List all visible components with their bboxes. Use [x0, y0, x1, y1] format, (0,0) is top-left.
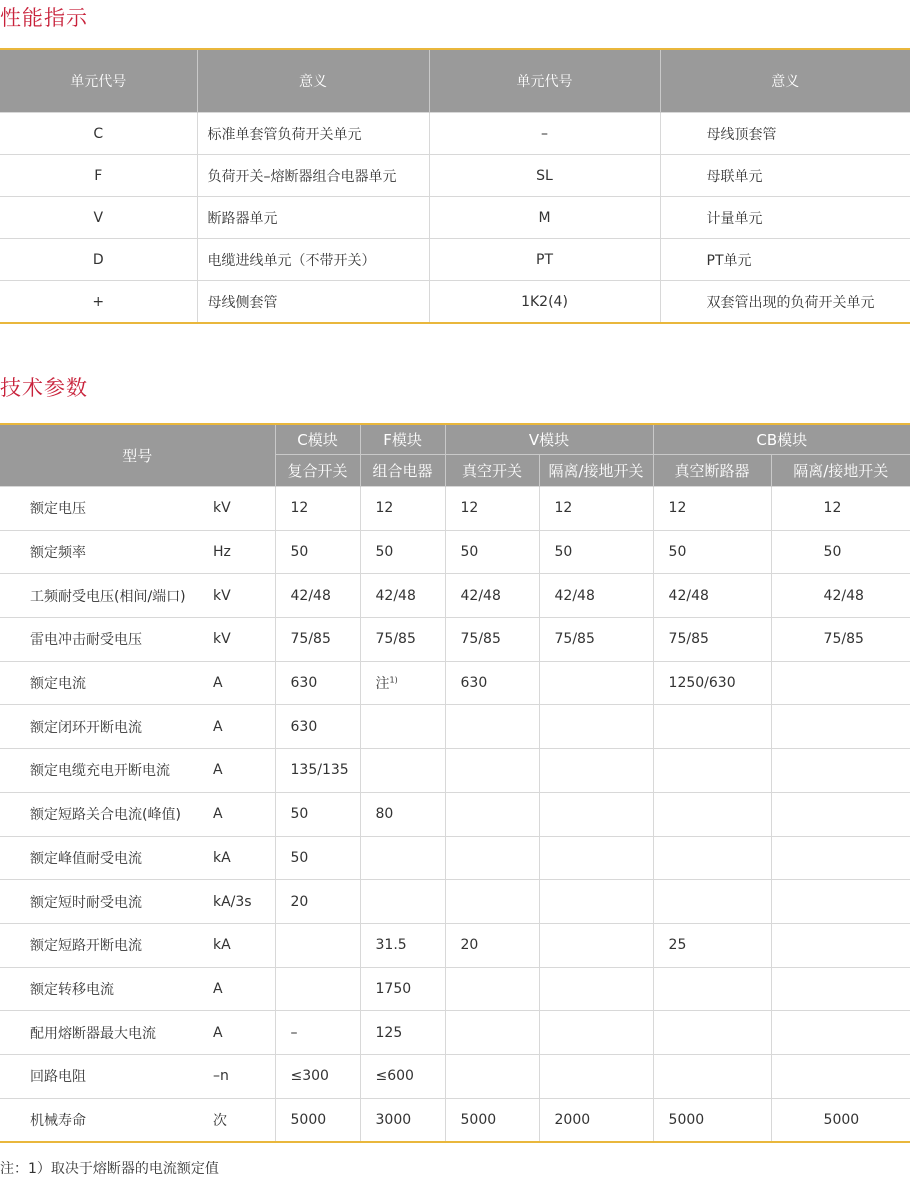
param-value: [445, 923, 539, 967]
param-value: [275, 530, 360, 574]
param-name: 额定峰值耐受电流: [0, 836, 213, 880]
unit-code-cell: C: [0, 113, 197, 155]
param-value: [360, 487, 445, 531]
param-value: [653, 1011, 771, 1055]
unit-code-table: [0, 48, 910, 324]
param-value: [445, 530, 539, 574]
param-value: [275, 574, 360, 618]
param-value: [360, 530, 445, 574]
param-value-text: 5000: [460, 1111, 497, 1128]
unit-code-cell: F: [0, 155, 197, 197]
param-name: 机械寿命: [0, 1098, 213, 1142]
meaning-cell: PT单元: [660, 239, 910, 281]
param-value: [653, 880, 771, 924]
param-name: 雷电冲击耐受电压: [0, 618, 213, 662]
param-value: [653, 1098, 771, 1142]
param-value-text: 75/85: [554, 631, 595, 648]
param-value: [275, 661, 360, 705]
param-value: [275, 792, 360, 836]
param-name: 回路电阻: [0, 1054, 213, 1098]
param-value-text: 5000: [823, 1111, 860, 1128]
param-value-text: ≤600: [375, 1068, 414, 1085]
param-value-text: 31.5: [375, 937, 407, 954]
unit-code-cell: +: [0, 281, 197, 324]
param-value: [445, 749, 539, 793]
subheader-vacuum-switch: 真空开关: [445, 455, 539, 487]
param-value: [275, 1011, 360, 1055]
param-value-text: 3000: [375, 1111, 412, 1128]
param-name: 额定短路开断电流: [0, 923, 213, 967]
param-value: [539, 487, 653, 531]
param-value: [445, 1011, 539, 1055]
meaning-cell: 母联单元: [660, 155, 910, 197]
header-meaning: 意义: [197, 49, 429, 113]
param-value: [539, 836, 653, 880]
param-value-text: 12: [290, 500, 309, 517]
subheader-isolation-earthing-switch: 隔离/接地开关: [771, 455, 910, 487]
header-model: 型号: [0, 424, 275, 487]
param-value: [539, 792, 653, 836]
param-value-text: 50: [290, 806, 309, 823]
param-row: [0, 749, 910, 793]
param-value-text: 42/48: [554, 587, 595, 604]
param-value: [360, 923, 445, 967]
param-value: [653, 1054, 771, 1098]
performance-section-title: 性能指示: [0, 6, 88, 30]
param-value: [360, 705, 445, 749]
param-value-text: 42/48: [460, 587, 501, 604]
param-value-text: 20: [460, 937, 479, 954]
param-value-text: 50: [290, 849, 309, 866]
param-value: [275, 487, 360, 531]
param-value: [771, 792, 910, 836]
param-row: [0, 1054, 910, 1098]
param-value: [653, 749, 771, 793]
param-value: [360, 967, 445, 1011]
meaning-cell: 双套管出现的负荷开关单元: [660, 281, 910, 324]
param-value: [771, 1054, 910, 1098]
param-unit: A: [213, 749, 275, 793]
param-value: [771, 1011, 910, 1055]
param-value-text: 75/85: [668, 631, 709, 648]
param-unit: kV: [213, 487, 275, 531]
param-value: [771, 487, 910, 531]
unit-code-cell: V: [0, 197, 197, 239]
header-v-module: V模块: [445, 424, 653, 455]
param-value-text: 注: [375, 676, 390, 693]
param-value-text: 80: [375, 806, 394, 823]
param-name: 额定短时耐受电流: [0, 880, 213, 924]
param-value: [653, 530, 771, 574]
tech-params-section-title: 技术参数: [0, 376, 88, 400]
meaning-cell: 电缆进线单元（不带开关）: [197, 239, 429, 281]
param-value: [539, 923, 653, 967]
param-value: [275, 749, 360, 793]
param-value: [360, 749, 445, 793]
param-value: [653, 923, 771, 967]
unit-code-header-row: [0, 49, 910, 113]
param-name: 额定电流: [0, 661, 213, 705]
param-value: [771, 923, 910, 967]
param-value-text: 75/85: [290, 631, 331, 648]
param-unit: –n: [213, 1054, 275, 1098]
param-unit: A: [213, 792, 275, 836]
param-value: [360, 661, 445, 705]
param-value-text: 2000: [554, 1111, 591, 1128]
param-value: [275, 923, 360, 967]
param-value: [771, 836, 910, 880]
param-value-text: 50: [668, 544, 687, 561]
meaning-cell: 断路器单元: [197, 197, 429, 239]
unit-code-cell: PT: [429, 239, 660, 281]
param-value: [445, 487, 539, 531]
param-value: [275, 618, 360, 662]
param-unit: kA/3s: [213, 880, 275, 924]
param-value: [445, 705, 539, 749]
param-name: 额定电缆充电开断电流: [0, 749, 213, 793]
param-row: [0, 530, 910, 574]
param-value: [360, 1098, 445, 1142]
param-value-text: 42/48: [823, 587, 864, 604]
subheader-vacuum-breaker: 真空断路器: [653, 455, 771, 487]
param-row: [0, 1098, 910, 1142]
param-value: [653, 487, 771, 531]
header-cb-module: CB模块: [653, 424, 910, 455]
param-value: [275, 705, 360, 749]
param-value-text: 50: [460, 544, 479, 561]
param-row: [0, 705, 910, 749]
param-unit: A: [213, 705, 275, 749]
param-value: [539, 1054, 653, 1098]
param-value: [445, 1054, 539, 1098]
param-value: [771, 880, 910, 924]
unit-code-cell: SL: [429, 155, 660, 197]
param-row: [0, 574, 910, 618]
param-value: [360, 836, 445, 880]
unit-code-row: [0, 113, 910, 155]
subheader-combination-apparatus: 组合电器: [360, 455, 445, 487]
unit-code-cell: 1K2(4): [429, 281, 660, 324]
param-name: 额定电压: [0, 487, 213, 531]
param-name: 额定转移电流: [0, 967, 213, 1011]
param-value: [539, 661, 653, 705]
param-row: [0, 967, 910, 1011]
param-value-text: 630: [290, 675, 318, 692]
param-value: [360, 618, 445, 662]
param-value: [445, 661, 539, 705]
param-name: 配用熔断器最大电流: [0, 1011, 213, 1055]
meaning-cell: 标准单套管负荷开关单元: [197, 113, 429, 155]
param-value-text: 1750: [375, 980, 412, 997]
param-value-text: 135/135: [290, 762, 349, 779]
param-value: [771, 1098, 910, 1142]
param-value-text: 42/48: [290, 587, 331, 604]
param-name: 额定闭环开断电流: [0, 705, 213, 749]
param-value: [445, 880, 539, 924]
param-value: [653, 574, 771, 618]
param-value: [653, 705, 771, 749]
param-unit: A: [213, 1011, 275, 1055]
param-value: [539, 530, 653, 574]
param-name: 额定频率: [0, 530, 213, 574]
param-value: [539, 574, 653, 618]
param-value-text: 12: [460, 500, 479, 517]
param-value-text: 1250/630: [668, 675, 736, 692]
param-value: [275, 836, 360, 880]
unit-code-cell: M: [429, 197, 660, 239]
param-name: 额定短路关合电流(峰值): [0, 792, 213, 836]
param-value: [445, 1098, 539, 1142]
tech-params-table: [0, 423, 910, 1143]
param-value-text: 5000: [290, 1111, 327, 1128]
param-value-text: 50: [823, 544, 842, 561]
param-unit: A: [213, 661, 275, 705]
param-value: [275, 1098, 360, 1142]
param-value: [445, 618, 539, 662]
param-value: [360, 880, 445, 924]
param-value: [275, 967, 360, 1011]
param-value-text: 630: [460, 675, 488, 692]
unit-code-row: [0, 239, 910, 281]
param-value-text: 12: [668, 500, 687, 517]
param-value: [539, 618, 653, 662]
param-value: [275, 880, 360, 924]
param-value-text: –: [290, 1024, 298, 1041]
header-f-module: F模块: [360, 424, 445, 455]
param-value: [771, 967, 910, 1011]
param-value-text: 12: [823, 500, 842, 517]
param-value: [539, 967, 653, 1011]
param-value: [360, 1011, 445, 1055]
param-value-text: 20: [290, 893, 309, 910]
meaning-cell: 母线侧套管: [197, 281, 429, 324]
param-unit: Hz: [213, 530, 275, 574]
param-value: [445, 792, 539, 836]
unit-code-cell: D: [0, 239, 197, 281]
param-value-text: 50: [375, 544, 394, 561]
param-value-text: 12: [375, 500, 394, 517]
subheader-composite-switch: 复合开关: [275, 455, 360, 487]
param-row: [0, 792, 910, 836]
param-value: [539, 880, 653, 924]
param-value: [771, 661, 910, 705]
param-value: [771, 530, 910, 574]
param-value: [360, 1054, 445, 1098]
header-meaning: 意义: [660, 49, 910, 113]
unit-code-row: [0, 281, 910, 324]
param-value: [771, 749, 910, 793]
param-value: [771, 574, 910, 618]
param-row: [0, 836, 910, 880]
unit-code-cell: –: [429, 113, 660, 155]
param-value: [275, 1054, 360, 1098]
param-unit: kA: [213, 836, 275, 880]
param-value: [360, 574, 445, 618]
param-row: [0, 487, 910, 531]
param-value: [539, 1098, 653, 1142]
meaning-cell: 负荷开关–熔断器组合电器单元: [197, 155, 429, 197]
unit-code-row: [0, 155, 910, 197]
param-row: [0, 923, 910, 967]
unit-code-row: [0, 197, 910, 239]
subheader-isolation-earthing-switch: 隔离/接地开关: [539, 455, 653, 487]
meaning-cell: 母线顶套管: [660, 113, 910, 155]
param-value: [539, 749, 653, 793]
param-value: [653, 661, 771, 705]
param-value: [539, 1011, 653, 1055]
param-value-text: 50: [554, 544, 573, 561]
param-row: [0, 1011, 910, 1055]
param-value: [653, 618, 771, 662]
param-unit: kV: [213, 574, 275, 618]
param-value: [653, 967, 771, 1011]
param-value: [445, 574, 539, 618]
param-row: [0, 661, 910, 705]
param-unit: 次: [213, 1098, 275, 1142]
param-value-text: 42/48: [375, 587, 416, 604]
footnote-marker: 1): [389, 675, 398, 685]
param-value: [771, 618, 910, 662]
param-value: [445, 967, 539, 1011]
meaning-cell: 计量单元: [660, 197, 910, 239]
param-value-text: 42/48: [668, 587, 709, 604]
footnote: 注：1）取决于熔断器的电流额定值: [0, 1161, 219, 1177]
param-unit: A: [213, 967, 275, 1011]
param-row: [0, 880, 910, 924]
param-value-text: 75/85: [375, 631, 416, 648]
header-unit-code: 单元代号: [429, 49, 660, 113]
param-unit: kA: [213, 923, 275, 967]
param-value-text: 50: [290, 544, 309, 561]
param-value: [653, 792, 771, 836]
param-value: [653, 836, 771, 880]
param-value: [771, 705, 910, 749]
param-value-text: 12: [554, 500, 573, 517]
header-c-module: C模块: [275, 424, 360, 455]
param-value: [539, 705, 653, 749]
param-value-text: 75/85: [460, 631, 501, 648]
param-value: [445, 836, 539, 880]
param-value-text: 75/85: [823, 631, 864, 648]
param-unit: kV: [213, 618, 275, 662]
param-value-text: ≤300: [290, 1068, 329, 1085]
param-value: [360, 792, 445, 836]
param-name: 工频耐受电压(相间/端口): [0, 574, 213, 618]
header-unit-code: 单元代号: [0, 49, 197, 113]
module-header-row: [0, 424, 910, 455]
param-row: [0, 618, 910, 662]
param-value-text: 630: [290, 718, 318, 735]
param-value-text: 125: [375, 1024, 403, 1041]
param-value-text: 25: [668, 937, 687, 954]
param-value-text: 5000: [668, 1111, 705, 1128]
